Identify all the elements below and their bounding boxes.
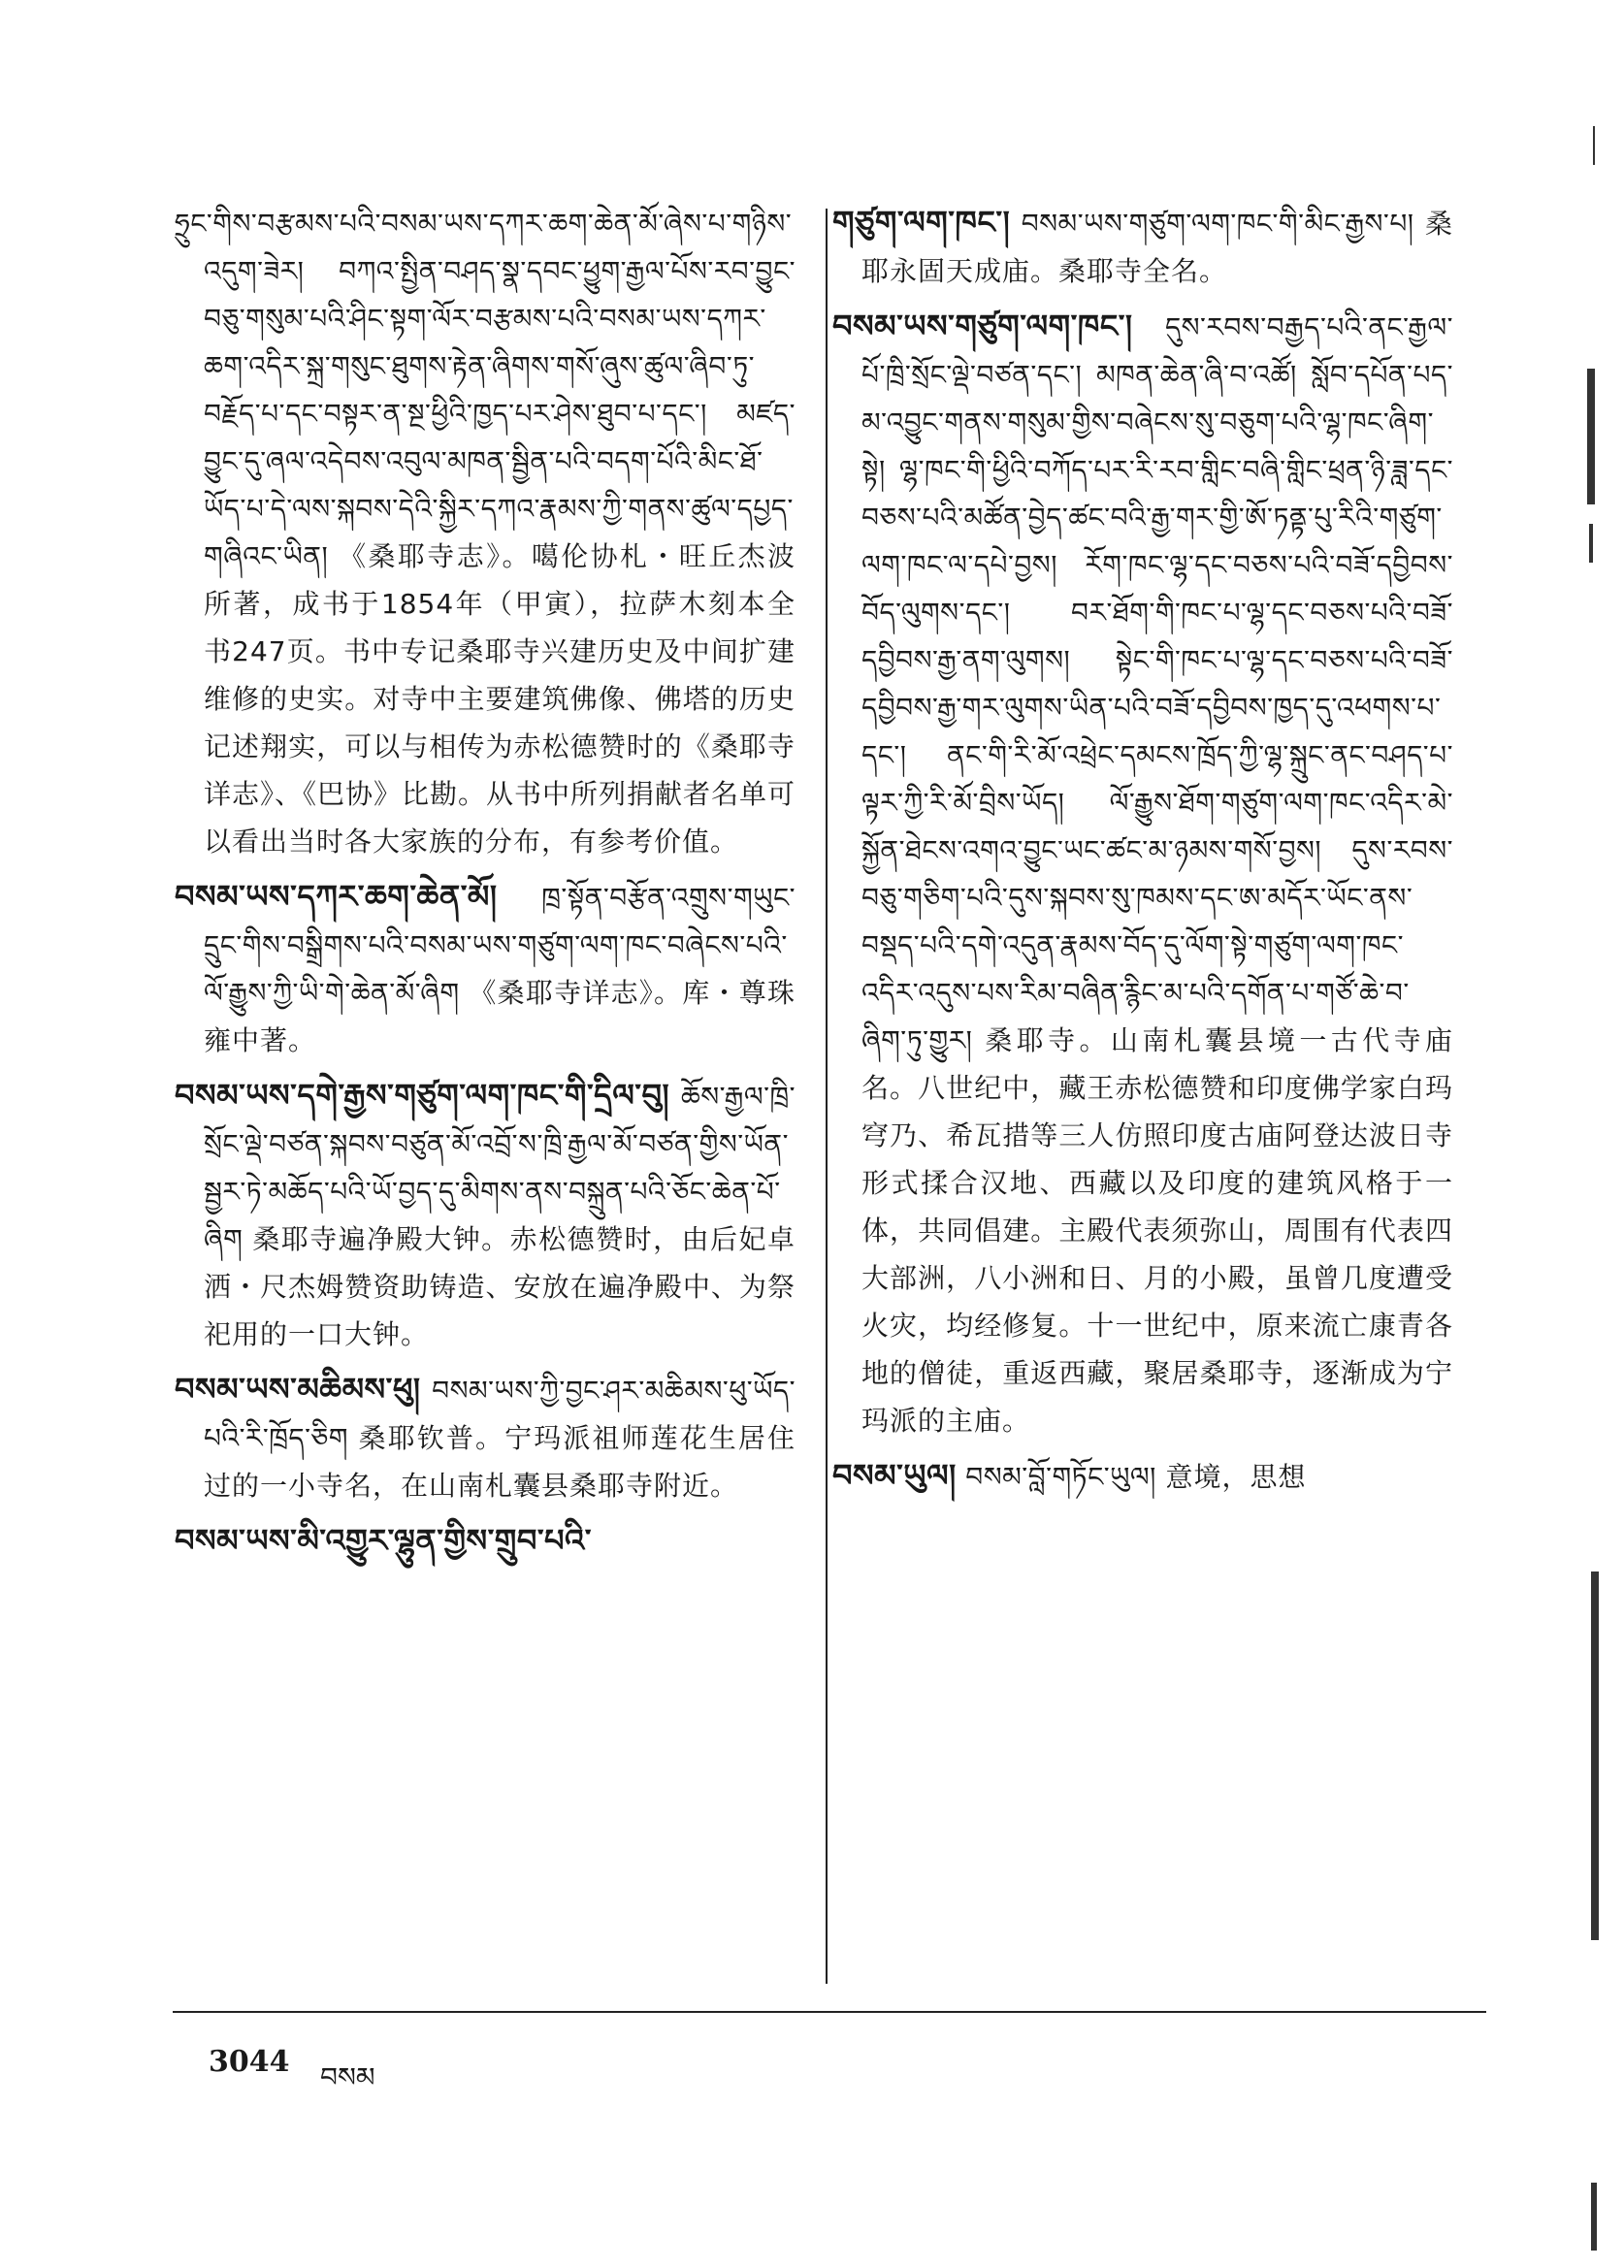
left-column [175,199,796,1573]
right-column [832,199,1453,1508]
entry-headword: བསམ་ཡུལ། [832,1457,957,1494]
dictionary-entry [175,1517,796,1566]
dictionary-entry [832,199,1453,295]
entry-chinese-definition: 桑耶寺。山南札囊县境一古代寺庙名。八世纪中，藏王赤松德赞和印度佛学家白玛穹乃、希瓦措等三人仿照印度古庙阿登达波日寺形式揉合汉地、西藏以及印度的建筑风格于一体，共同倡建。主殿代表须弥山，周围有代表四大部洲，八小洲和日、月的小殿，虽曾几度遭受火灾，均经修复。十一世纪中，原来流亡康青各地的僧徒，重返西藏，聚居桑耶寺，逐渐成为宁玛派的主庙。 [861,1024,1453,1437]
entry-chinese-definition: 桑耶寺遍净殿大钟。赤松德赞时，由后妃卓洒・尺杰姆赞资助铸造、安放在遍净殿中、为祭祀用的一口大钟。 [204,1223,796,1350]
entry-chinese-definition: 桑耶永固天成庙。桑耶寺全名。 [861,208,1453,287]
entry-headword: གཙུག་ལག་ཁང་། [832,204,1011,241]
entry-tibetan-definition: ཧྲུང་གིས་བརྩམས་པའི་བསམ་ཡས་དཀར་ཆག་ཆེན་མོ་ཞེས་པ་གཉིས་འདུག་ཟེར། བཀའ་སྤྱིན་བཤད་སྣ་དབང་ཕྱུག་རྒྱལ་པོས་རབ་བྱུང་བཅུ་གསུམ་པའི་ཤིང་སྟག་ལོར་བརྩམས་པའི་བསམ་ཡས་དཀར་ཆག་འདིར་སྐྲ་གསུང་ཐུགས་རྟེན་ཞིགས་གསོ་ཞུས་ཚུལ་ཞིབ་ཏུ་བརྗོད་པ་དང་བསྟར་ན་སྔ་ཕྱིའི་ཁྱད་པར་ཤེས་ཐུབ་པ་དང་། མཛད་བྱུང་དུ་ཞལ་འདེབས་འབུལ་མཁན་སྦྱིན་པའི་བདག་པོའི་མིང་ཐོ་ཡོད་པ་དེ་ལས་སྐབས་དེའི་སྐྱིར་དཀའ་རྣམས་ཀྱི་གནས་ཚུལ་དཔྱད་གཞིའང་ཡིན། [175,208,796,572]
scan-edge-marks [1566,0,1605,2268]
entry-headword: བསམ་ཡས་གཙུག་ལག་ཁང་། [832,308,1133,344]
entry-tibetan-definition: བསམ་བློ་གཏོང་ཡུལ། [965,1461,1156,1493]
dictionary-entry [832,303,1453,1444]
dictionary-entry [175,1366,796,1509]
entry-tibetan-definition: བསམ་ཡས་གཙུག་ལག་ཁང་གི་མིང་རྒྱས་པ། [1021,208,1414,240]
column-divider [826,209,828,1984]
entry-headword: བསམ་ཡས་དགེ་རྒྱས་གཙུག་ལག་ཁང་གི་དྲིལ་བུ། [175,1077,670,1114]
dictionary-entry [175,873,796,1064]
entry-tibetan-definition: ཁྲ་སྟོན་བརྩོན་འགྲུས་གཡུང་དྲུང་གིས་བསྒྲིགས་པའི་བསམ་ཡས་གཙུག་ལག་ཁང་བཞེངས་པའི་ལོ་རྒྱུས་ཀྱི་ཡི་གེ་ཆེན་མོ་ཞིག [204,882,796,1009]
entry-tibetan-definition: དུས་རབས་བརྒྱད་པའི་ནང་རྒྱལ་པོ་ཁྲི་སྲོང་ལྡེ་བཙན་དང་། མཁན་ཆེན་ཞི་བ་འཚོ། སློབ་དཔོན་པད་མ་འབྱུང་གནས་གསུམ་གྱིས་བཞེངས་སུ་བཅུག་པའི་ལྷ་ཁང་ཞིག་སྟེ། ལྷ་ཁང་གི་ཕྱིའི་བཀོད་པར་རི་རབ་གླིང་བཞི་གླིང་ཕྲན་ཉི་ཟླ་དང་བཅས་པའི་མཚོན་བྱེད་ཚང་བའི་རྒྱ་གར་གྱི་ཨོ་ཏནྟ་པུ་རིའི་གཙུག་ལག་ཁང་ལ་དཔེ་བྱས། རོག་ཁང་ལྷ་དང་བཅས་པའི་བཟོ་དབྱིབས་བོད་ལུགས་དང་། བར་ཐོག་གི་ཁང་པ་ལྷ་དང་བཅས་པའི་བཟོ་དབྱིབས་རྒྱ་ནག་ལུགས། སྟེང་གི་ཁང་པ་ལྷ་དང་བཅས་པའི་བཟོ་དབྱིབས་རྒྱ་གར་ལུགས་ཡིན་པའི་བཟོ་དབྱིབས་ཁྱད་དུ་འཕགས་པ་དང་། ནང་གི་རི་མོ་འཕྲེང་དམངས་ཁྲོད་ཀྱི་ལྷ་སྐྲུང་ནང་བཤད་པ་ལྟར་ཀྱི་རི་མོ་བྲིས་ཡོད། ལོ་རྒྱུས་ཐོག་གཙུག་ལག་ཁང་འདིར་མེ་སྐྱོན་ཐེངས་འགའ་བྱུང་ཡང་ཚང་མ་ཉམས་གསོ་བྱས། དུས་རབས་བཅུ་གཅིག་པའི་དུས་སྐབས་སུ་ཁམས་དང་ཨ་མདོར་ཡོང་ནས་བསྡད་པའི་དགེ་འདུན་རྣམས་བོད་དུ་ལོག་སྟེ་གཙུག་ལག་ཁང་འདིར་འདུས་པས་རིམ་བཞིན་རྙིང་མ་པའི་དགོན་པ་གཙོ་ཆེ་བ་ཞིག་ཏུ་གྱུར། [861,311,1453,1056]
entry-headword: བསམ་ཡས་མི་འགྱུར་ལྷུན་གྱིས་གྲུབ་པའི་ [175,1522,592,1559]
entry-tibetan-definition: བསམ་ཡས་ཀྱི་བྱང་ཤར་མཆིམས་ཕུ་ཡོད་པའི་རི་ཁྲོད་ཅིག [204,1375,796,1454]
footer-rule [173,2011,1486,2013]
entry-chinese-definition: 意境，思想 [1165,1461,1307,1493]
entry-chinese-definition: 《桑耶寺详志》。库・尊珠雍中著。 [204,977,796,1056]
entry-headword: བསམ་ཡས་མཆིམས་ཕུ། [175,1371,421,1408]
page-number: 3044 [209,2045,290,2079]
dictionary-entry [832,1452,1453,1501]
dictionary-entry [175,199,796,865]
entry-chinese-definition: 《桑耶寺志》。噶伦协札・旺丘杰波所著，成书于1854年（甲寅），拉萨木刻本全书247页。书中专记桑耶寺兴建历史及中间扩建维修的史实。对寺中主要建筑佛像、佛塔的历史记述翔实，可以与相传为赤松德赞时的《桑耶寺详志》、《巴协》比勘。从书中所列捐献者名单可以看出当时各大家族的分布，有参考价值。 [204,540,796,858]
entry-chinese-definition: 桑耶钦普。宁玛派祖师莲花生居住过的一小寺名，在山南札囊县桑耶寺附近。 [204,1422,796,1502]
running-head: བསམ [320,2061,375,2093]
entry-headword: བསམ་ཡས་དཀར་ཆག་ཆེན་མོ། [175,878,498,915]
dictionary-entry [175,1072,796,1358]
entry-tibetan-definition: ཆོས་རྒྱལ་ཁྲི་སྲོང་ལྡེ་བཙན་སྐབས་བཙུན་མོ་འབྲོ་ས་ཁྲི་རྒྱལ་མོ་བཙན་གྱིས་ཡོན་སྦྱར་ཏེ་མཆོད་པའི་ཡོ་བྱད་དུ་མིགས་ནས་བསྐྲུན་པའི་ཅོང་ཆེན་པོ་ཞིག [204,1081,796,1255]
